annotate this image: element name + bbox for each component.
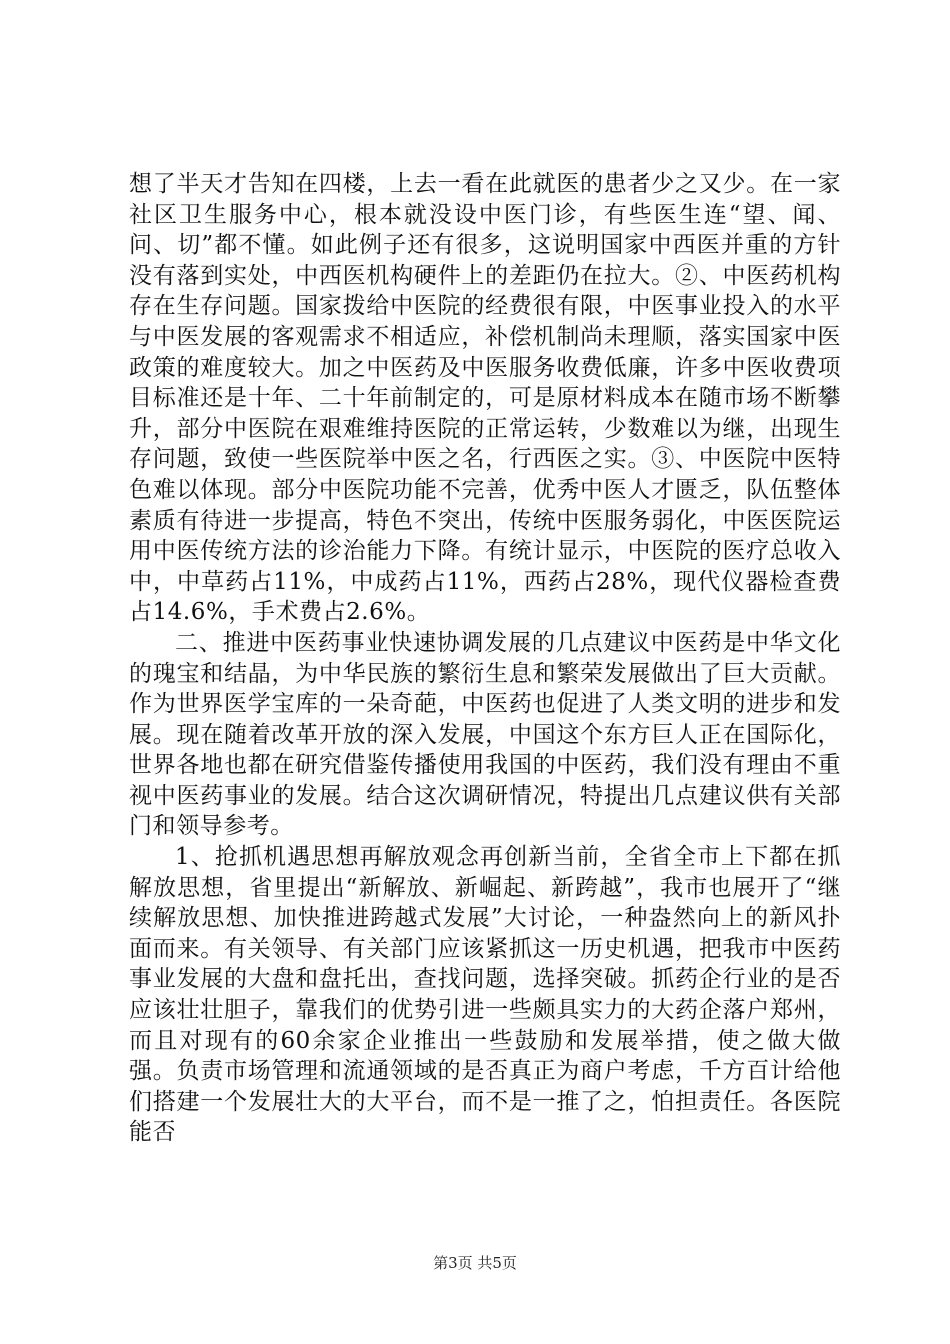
page-footer: 第3页 共5页 <box>433 1254 517 1272</box>
paragraph: 二、推进中医药事业快速协调发展的几点建议中医药是中华文化的瑰宝和结晶，为中华民族的繁衍生息和繁荣发展做出了巨大贡献。作为世界医学宝库的一朵奇葩，中医药也促进了人类文明的进步和发展。现在随着改革开放的深入发展，中国这个东方巨人正在国际化，世界各地也都在研究借鉴传播使用我国的中医药，我们没有理由不重视中医药事业的发展。结合这次调研情况，特提出几点建议供有关部门和领导参考。 <box>129 629 841 840</box>
document-body <box>129 169 841 1148</box>
paragraph: 想了半天才告知在四楼，上去一看在此就医的患者少之又少。在一家社区卫生服务中心，根本就没设中医门诊，有些医生连“望、闻、问、切”都不懂。如此例子还有很多，这说明国家中西医并重的方针没有落到实处，中西医机构硬件上的差距仍在拉大。②、中医药机构存在生存问题。国家拨给中医院的经费很有限，中医事业投入的水平与中医发展的客观需求不相适应，补偿机制尚未理顺，落实国家中医政策的难度较大。加之中医药及中医服务收费低廉，许多中医收费项目标准还是十年、二十年前制定的，可是原材料成本在随市场不断攀升，部分中医院在艰难维持医院的正常运转，少数难以为继，出现生存问题，致使一些医院举中医之名，行西医之实。③、中医院中医特色难以体现。部分中医院功能不完善，优秀中医人才匮乏，队伍整体素质有待进一步提高，特色不突出，传统中医服务弱化，中医医院运用中医传统方法的诊治能力下降。有统计显示，中医院的医疗总收入中，中草药占11%，中成药占11%，西药占28%，现代仪器检查费占14.6%，手术费占2.6%。 <box>129 171 841 626</box>
paragraph: 1、抢抓机遇思想再解放观念再创新当前，全省全市上下都在抓解放思想，省里提出“新解放、新崛起、新跨越”，我市也展开了“继续解放思想、加快推进跨越式发展”大讨论，一种盎然向上的新风扑面而来。有关领导、有关部门应该紧抓这一历史机遇，把我市中医药事业发展的大盘和盘托出，查找问题，选择突破。抓药企行业的是否应该壮壮胆子，靠我们的优势引进一些颇具实力的大药企落户郑州，而且对现有的60余家企业推出一些鼓励和发展举措，使之做大做强。负责市场管理和流通领域的是否真正为商户考虑，千方百计给他们搭建一个发展壮大的大平台，而不是一推了之，怕担责任。各医院能否 <box>129 844 841 1146</box>
